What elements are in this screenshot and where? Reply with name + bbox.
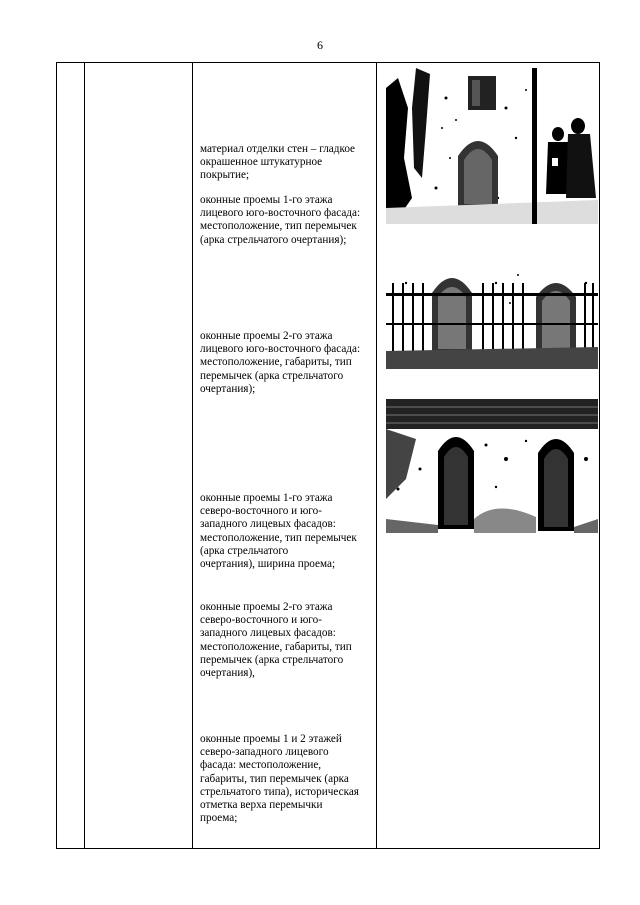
text-line: отметка верха перемычки	[200, 799, 323, 812]
text-line: фасада: местоположение,	[200, 759, 322, 772]
text-line: местоположение, тип перемычек	[200, 220, 357, 233]
text-line: западного лицевых фасадов:	[200, 518, 336, 531]
text-line: оконные проемы 1 и 2 этажей	[200, 733, 342, 745]
text-line: оконные проемы 2-го этажа	[200, 330, 333, 342]
text-line: западного лицевых фасадов:	[200, 627, 336, 640]
table-left-border	[56, 62, 57, 849]
text-line: местоположение, тип перемычек	[200, 531, 357, 544]
photo-brick-arched-openings	[386, 399, 598, 533]
text-line: (арка стрельчатого очертания);	[200, 233, 347, 246]
paragraph-se-windows-floor1	[200, 194, 360, 247]
text-line: стрельчатого типа), историческая	[200, 785, 359, 798]
column-divider-1	[84, 62, 85, 849]
text-line: оконные проемы 1-го этажа	[200, 194, 333, 206]
page-number: 6	[317, 38, 323, 52]
text-line: покрытие;	[200, 169, 250, 182]
paragraph-nw-windows	[200, 733, 359, 825]
table-top-border	[56, 62, 600, 63]
text-line: северо-западного лицевого	[200, 746, 329, 759]
column-divider-3	[376, 62, 377, 849]
text-line: северо-восточного и юго-	[200, 505, 322, 518]
text-line: (арка стрельчатого	[200, 544, 289, 557]
column-divider-2	[192, 62, 193, 849]
photo-fence-windows	[386, 253, 598, 369]
text-line: очертания),	[200, 667, 255, 680]
table-bottom-border	[56, 848, 600, 849]
text-line: материал отделки стен – гладкое	[200, 143, 356, 155]
text-line: окрашенное штукатурное	[200, 156, 323, 169]
text-line: оконные проемы 1-го этажа	[200, 492, 333, 504]
text-line: лицевого юго-восточного фасада:	[200, 343, 361, 356]
text-line: проема;	[200, 812, 238, 825]
text-line: очертания), ширина проема;	[200, 558, 336, 571]
text-line: местоположение, габариты, тип	[200, 356, 352, 369]
paragraph-ne-sw-windows-floor1	[200, 492, 357, 571]
text-line: очертания);	[200, 382, 256, 395]
table-right-border	[599, 62, 600, 849]
photo-facade-southeast	[386, 68, 598, 224]
text-line: местоположение, габариты, тип	[200, 640, 352, 653]
text-line: габариты, тип перемычек (арка	[200, 772, 349, 785]
text-line: перемычек (арка стрельчатого	[200, 653, 344, 666]
paragraph-wall-finish	[200, 143, 355, 183]
text-line: оконные проемы 2-го этажа	[200, 601, 333, 613]
text-line: лицевого юго-восточного фасада:	[200, 207, 361, 220]
text-line: перемычек (арка стрельчатого	[200, 369, 344, 382]
text-line: северо-восточного и юго-	[200, 614, 322, 627]
paragraph-se-windows-floor2	[200, 330, 360, 396]
paragraph-ne-sw-windows-floor2	[200, 601, 352, 680]
